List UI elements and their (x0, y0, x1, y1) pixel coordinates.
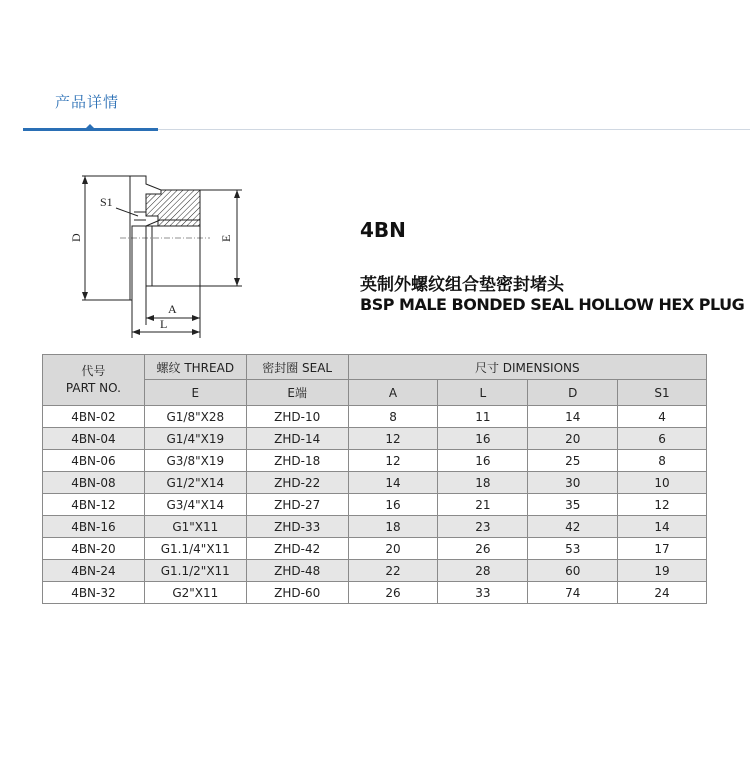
table-cell: ZHD-22 (246, 472, 348, 494)
table-cell: G3/8"X19 (144, 450, 246, 472)
header-part-cn: 代号 (81, 364, 106, 378)
header-dimensions: 尺寸 DIMENSIONS (348, 355, 706, 380)
table-cell: 28 (438, 560, 528, 582)
header-dim-d: D (528, 380, 618, 406)
table-cell: 4BN-04 (43, 428, 145, 450)
table-cell: 25 (528, 450, 618, 472)
table-cell: 12 (618, 494, 707, 516)
technical-drawing (60, 160, 260, 345)
header-dim-s1: S1 (618, 380, 707, 406)
label-d: D (69, 233, 83, 242)
header-seal-sub: E端 (246, 380, 348, 406)
table-row (43, 582, 707, 604)
table-cell: G3/4"X14 (144, 494, 246, 516)
table-cell: ZHD-27 (246, 494, 348, 516)
table-cell: 16 (348, 494, 438, 516)
table-cell: 4BN-12 (43, 494, 145, 516)
table-cell: 60 (528, 560, 618, 582)
table-cell: 4 (618, 406, 707, 428)
table-row (43, 406, 707, 428)
table-cell: G1.1/4"X11 (144, 538, 246, 560)
table-cell: 33 (438, 582, 528, 604)
header-part-en: PART NO. (65, 381, 121, 395)
table-cell: 16 (438, 428, 528, 450)
table-cell: 4BN-02 (43, 406, 145, 428)
table-cell: 12 (348, 428, 438, 450)
table-cell: 16 (438, 450, 528, 472)
table-cell: ZHD-18 (246, 450, 348, 472)
table-row (43, 428, 707, 450)
table-row (43, 472, 707, 494)
table-cell: 74 (528, 582, 618, 604)
table-cell: 6 (618, 428, 707, 450)
table-cell: 24 (618, 582, 707, 604)
spec-table (42, 354, 707, 604)
tab-caret-icon (86, 124, 94, 128)
table-cell: 42 (528, 516, 618, 538)
label-a: A (168, 302, 177, 316)
table-cell: 22 (348, 560, 438, 582)
label-e: E (219, 234, 233, 242)
table-cell: G1/8"X28 (144, 406, 246, 428)
header-thread-sub: E (144, 380, 246, 406)
table-cell: 18 (438, 472, 528, 494)
table-cell: 19 (618, 560, 707, 582)
product-name-en: BSP MALE BONDED SEAL HOLLOW HEX PLUG (360, 295, 745, 314)
header-dim-a: A (348, 380, 438, 406)
table-row (43, 494, 707, 516)
table-cell: ZHD-48 (246, 560, 348, 582)
table-cell: 4BN-16 (43, 516, 145, 538)
table-cell: 11 (438, 406, 528, 428)
table-cell: 21 (438, 494, 528, 516)
table-cell: 30 (528, 472, 618, 494)
table-cell: ZHD-42 (246, 538, 348, 560)
table-cell: 35 (528, 494, 618, 516)
table-row (43, 538, 707, 560)
table-row (43, 516, 707, 538)
table-cell: 8 (618, 450, 707, 472)
table-cell: 20 (348, 538, 438, 560)
table-cell: 14 (618, 516, 707, 538)
table-cell: 4BN-32 (43, 582, 145, 604)
table-cell: 12 (348, 450, 438, 472)
table-cell: 4BN-20 (43, 538, 145, 560)
table-cell: ZHD-14 (246, 428, 348, 450)
table-cell: 14 (528, 406, 618, 428)
table-cell: G1.1/2"X11 (144, 560, 246, 582)
label-l: L (160, 317, 168, 331)
table-cell: 26 (348, 582, 438, 604)
product-code: 4BN (360, 218, 406, 242)
table-cell: ZHD-10 (246, 406, 348, 428)
table-row (43, 560, 707, 582)
table-cell: 4BN-24 (43, 560, 145, 582)
table-cell: 20 (528, 428, 618, 450)
product-name-cn: 英制外螺纹组合垫密封堵头 (360, 275, 564, 295)
table-cell: 18 (348, 516, 438, 538)
table-cell: G2"X11 (144, 582, 246, 604)
header-seal: 密封圈 SEAL (246, 355, 348, 380)
table-cell: 10 (618, 472, 707, 494)
header-thread: 螺纹 THREAD (144, 355, 246, 380)
label-s1: S1 (100, 195, 113, 209)
table-cell: 4BN-08 (43, 472, 145, 494)
header-part-no (43, 355, 145, 406)
table-cell: 4BN-06 (43, 450, 145, 472)
table-cell: ZHD-33 (246, 516, 348, 538)
table-cell: G1/4"X19 (144, 428, 246, 450)
table-cell: 8 (348, 406, 438, 428)
table-cell: ZHD-60 (246, 582, 348, 604)
table-cell: 53 (528, 538, 618, 560)
table-cell: 17 (618, 538, 707, 560)
table-cell: G1"X11 (144, 516, 246, 538)
table-cell: 14 (348, 472, 438, 494)
tab-active-underline (23, 128, 158, 131)
tab-product-details[interactable]: 产品详情 (55, 93, 120, 111)
table-cell: 26 (438, 538, 528, 560)
table-row (43, 450, 707, 472)
table-cell: 23 (438, 516, 528, 538)
header-dim-l: L (438, 380, 528, 406)
table-cell: G1/2"X14 (144, 472, 246, 494)
